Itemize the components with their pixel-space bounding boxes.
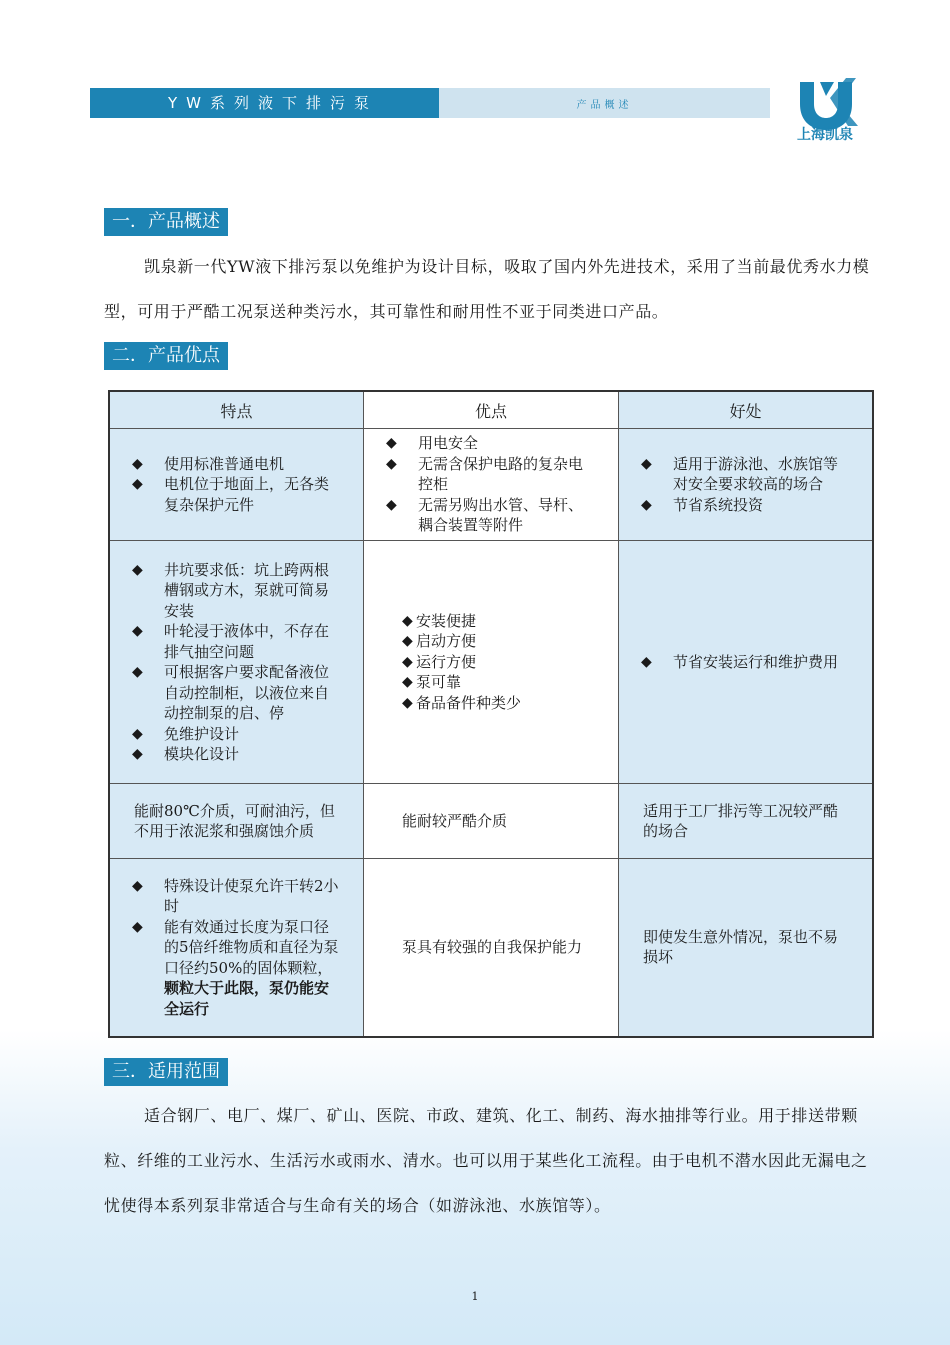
overview-paragraph: 凯泉新一代YW液下排污泵以免维护为设计目标，吸取了国内外先进技术，采用了当前最优秀水力模型，可用于严酷工况泵送种类污水，其可靠性和耐用性不亚于同类进口产品。 — [104, 257, 870, 321]
list-item: ◆ 可根据客户要求配备液位自动控制柜，以液位来自动控制泵的启、停 — [132, 662, 341, 724]
list-item: ◆ 运行方便 — [402, 652, 596, 673]
row1-advantages — [364, 429, 619, 541]
list-item: ◆ 适用于游泳池、水族馆等对安全要求较高的场合 — [641, 454, 850, 495]
list-item: ◆ 井坑要求低：坑上跨两根槽钢或方木，泵就可简易安装 — [132, 560, 341, 622]
table-row — [109, 859, 873, 1037]
header-title-bar: YW系列液下排污泵 — [90, 88, 439, 118]
list-item: ◆ 电机位于地面上，无各类复杂保护元件 — [132, 474, 341, 515]
table-row — [109, 784, 873, 859]
table-header-row — [109, 391, 873, 429]
table-row — [109, 541, 873, 784]
scope-paragraph: 适合钢厂、电厂、煤厂、矿山、医院、市政、建筑、化工、制药、海水抽排等行业。用于排送带颗粒、纤维的工业污水、生活污水或雨水、清水。也可以用于某些化工流程。由于电机不潜水因此无漏电之忧使得本系列泵非常适合与生命有关的场合（如游泳池、水族馆等）。 — [104, 1106, 868, 1215]
row3-advantages — [364, 784, 619, 859]
row3-features — [109, 784, 364, 859]
header-features: 特点 — [109, 391, 364, 429]
section-title-overview: 一．产品概述 — [104, 208, 228, 236]
list-item: ◆ 模块化设计 — [132, 744, 341, 765]
row4-advantages — [364, 859, 619, 1037]
row4-feature-2-text: 能有效通过长度为泵口径的5倍纤维物质和直径为泵口径约50%的固体颗粒， — [164, 917, 339, 977]
row1-benefits — [619, 429, 874, 541]
row2-advantages — [364, 541, 619, 784]
list-item: ◆ 用电安全 — [386, 433, 596, 454]
list-item: ◆ 无需另购出水管、导杆、耦合装置等附件 — [386, 495, 596, 536]
list-item: ◆ 节省系统投资 — [641, 495, 850, 516]
row3-feature-text: 能耐80℃介质，可耐油污，但不用于浓泥浆和强腐蚀介质 — [134, 801, 335, 840]
row2-benefits — [619, 541, 874, 784]
row4-benefit-text: 即使发生意外情况，泵也不易损坏 — [643, 927, 839, 967]
row3-advantage-text: 能耐较严酷介质 — [402, 811, 508, 830]
table-row — [109, 429, 873, 541]
section-title-scope: 三．适用范围 — [104, 1058, 228, 1086]
list-item: ◆ 安装便捷 — [402, 611, 596, 632]
row3-benefits — [619, 784, 874, 859]
list-item: ◆ 泵可靠 — [402, 672, 596, 693]
list-item: ◆ 无需含保护电路的复杂电控柜 — [386, 454, 596, 495]
list-item: ◆ 启动方便 — [402, 631, 596, 652]
row1-features — [109, 429, 364, 541]
row3-benefit-text: 适用于工厂排污等工况较严酷的场合 — [643, 801, 839, 840]
header-benefits: 好处 — [619, 391, 874, 429]
list-item: ◆ 备品备件种类少 — [402, 693, 596, 714]
list-item: ◆ 叶轮浸于液体中，不存在排气抽空问题 — [132, 621, 341, 662]
page-number: 1 — [471, 1290, 479, 1303]
logo-text: 上海凯泉 — [797, 127, 853, 143]
row4-features — [109, 859, 364, 1037]
section-title-advantages: 二．产品优点 — [104, 342, 228, 370]
advantages-table — [108, 390, 874, 1038]
row4-benefits — [619, 859, 874, 1037]
list-item: ◆ 免维护设计 — [132, 724, 341, 745]
row4-advantage-text: 泵具有较强的自我保护能力 — [402, 938, 583, 956]
list-item: ◆ 特殊设计使泵允许干转2小时 — [132, 876, 341, 917]
header-subtitle-bar: 产品概述 — [439, 88, 770, 118]
list-item — [132, 917, 341, 1020]
header-advantages: 优点 — [364, 391, 619, 429]
list-item: ◆ 使用标准普通电机 — [132, 454, 341, 475]
row4-feature-2-bold: 颗粒大于此限，泵仍能安全运行 — [164, 979, 330, 1018]
list-item: ◆ 节省安装运行和维护费用 — [641, 652, 850, 673]
row2-features — [109, 541, 364, 784]
